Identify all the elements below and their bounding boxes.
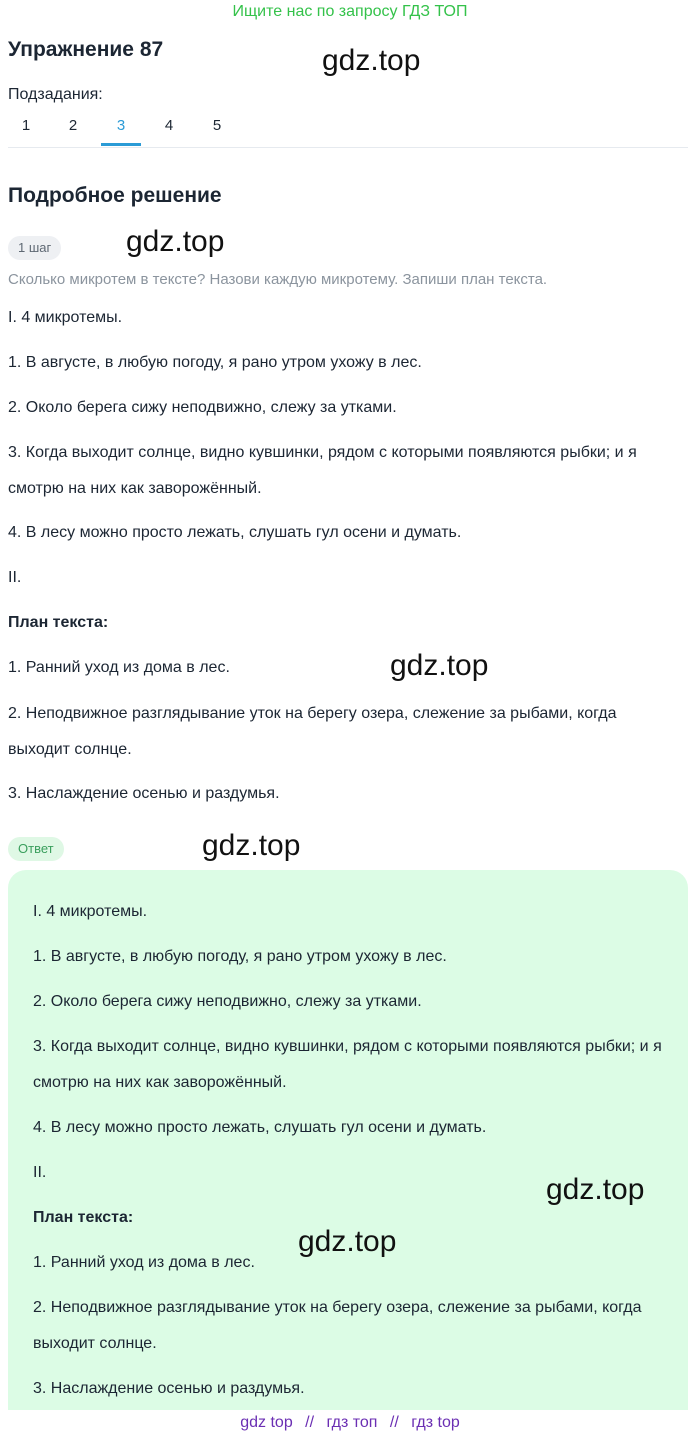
solution-line: 1. Ранний уход из дома в лес. — [8, 659, 230, 676]
tab-subtask-2[interactable]: 2 — [68, 117, 78, 134]
footer-links — [0, 1411, 700, 1435]
solution-line: 3. Наслаждение осенью и раздумья. — [8, 785, 280, 802]
footer-link-gdz-top-ru[interactable]: гдз топ — [326, 1414, 378, 1431]
tabs-divider — [8, 147, 688, 148]
answer-badge: Ответ — [8, 837, 64, 861]
tab-subtask-5[interactable]: 5 — [212, 117, 222, 134]
answer-line: 1. В августе, в любую погоду, я рано утром ухожу в лес. — [33, 948, 447, 965]
solution-line: 3. Когда выходит солнце, видно кувшинки, рядом с которыми появляются рыбки; и я смотрю на них как заворожённый. — [8, 444, 637, 497]
watermark: gdz.top — [390, 649, 489, 682]
solution-plan-heading: План текста: — [8, 614, 109, 631]
tab-subtask-4[interactable]: 4 — [164, 117, 174, 134]
solution-line: 2. Неподвижное разглядывание уток на берегу озера, слежение за рыбами, когда выходит солнце. — [8, 705, 617, 758]
subtask-tabs — [0, 110, 688, 148]
watermark: gdz.top — [126, 225, 225, 258]
solution-line: 2. Около берега сижу неподвижно, слежу за утками. — [8, 399, 397, 416]
footer-link-gdz-top[interactable]: gdz top — [240, 1414, 293, 1431]
watermark: gdz.top — [202, 829, 301, 862]
watermark: gdz.top — [298, 1225, 397, 1258]
step-question: Сколько микротем в тексте? Назови каждую микротему. Запиши план текста. — [8, 271, 548, 288]
watermark: gdz.top — [546, 1173, 645, 1206]
answer-line: I. 4 микротемы. — [33, 903, 148, 920]
answer-line: 1. Ранний уход из дома в лес. — [33, 1254, 255, 1271]
tab-subtask-3[interactable]: 3 — [101, 110, 141, 146]
step-badge: 1 шаг — [8, 236, 61, 260]
search-banner: Ищите нас по запросу ГДЗ ТОП — [232, 3, 468, 20]
answer-line: 3. Наслаждение осенью и раздумья. — [33, 1380, 305, 1397]
solution-line: I. 4 микротемы. — [8, 309, 123, 326]
footer-link-gdz-top-mixed[interactable]: гдз top — [411, 1414, 460, 1431]
footer-separator: // — [389, 1414, 399, 1431]
answer-line: 2. Неподвижное разглядывание уток на берегу озера, слежение за рыбами, когда выходит солнце. — [33, 1299, 642, 1352]
solution-line: 1. В августе, в любую погоду, я рано утром ухожу в лес. — [8, 354, 422, 371]
solution-line: II. — [8, 569, 22, 586]
answer-plan-heading: План текста: — [33, 1209, 134, 1226]
page-title: Упражнение 87 — [8, 38, 164, 61]
footer-separator: // — [305, 1414, 315, 1431]
answer-line: 2. Около берега сижу неподвижно, слежу за утками. — [33, 993, 422, 1010]
watermark: gdz.top — [322, 44, 421, 77]
subtasks-label: Подзадания: — [8, 86, 103, 103]
solution-title: Подробное решение — [8, 184, 222, 207]
answer-line: 4. В лесу можно просто лежать, слушать гул осени и думать. — [33, 1119, 487, 1136]
answer-line: 3. Когда выходит солнце, видно кувшинки, рядом с которыми появляются рыбки; и я смотрю на них как заворожённый. — [33, 1038, 662, 1091]
tab-subtask-1[interactable]: 1 — [21, 117, 31, 134]
solution-line: 4. В лесу можно просто лежать, слушать гул осени и думать. — [8, 524, 462, 541]
answer-line: II. — [33, 1164, 47, 1181]
